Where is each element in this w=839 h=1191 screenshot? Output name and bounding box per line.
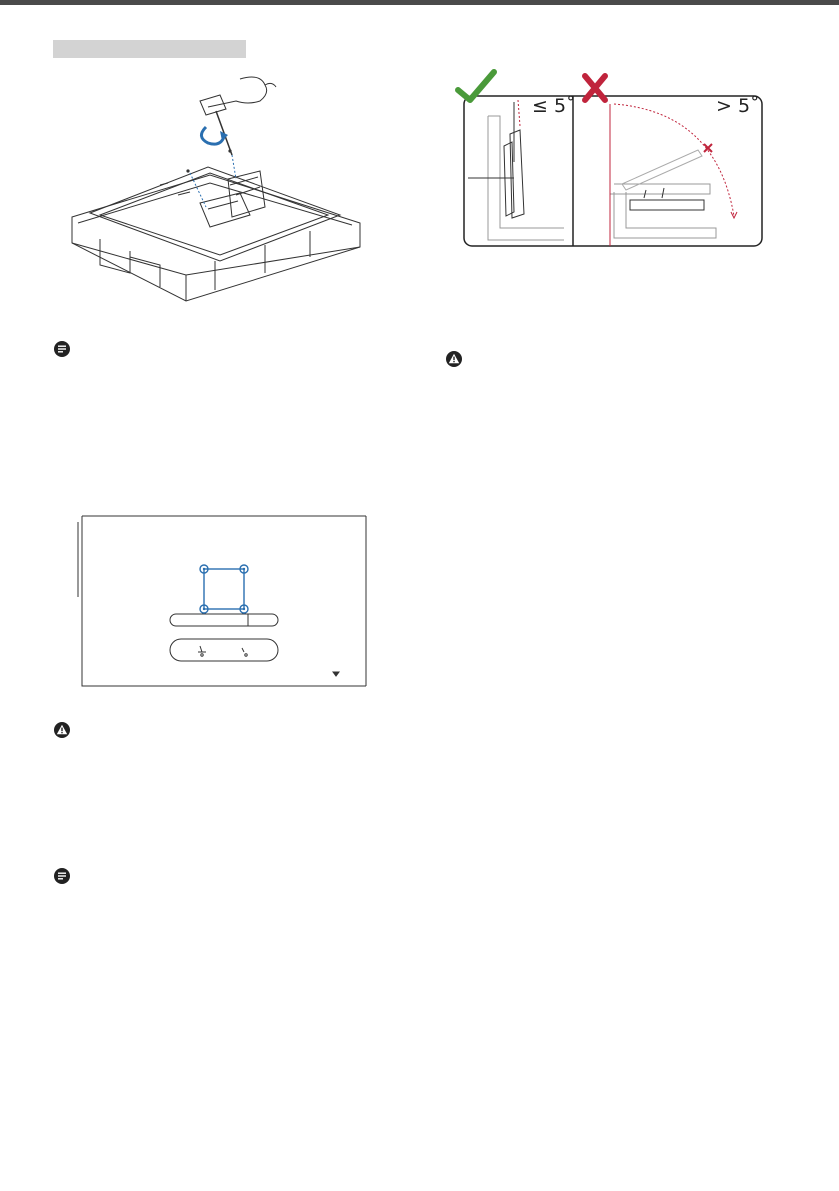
- tilt-angle-diagram: [454, 66, 766, 252]
- section-heading-banner: [53, 40, 246, 58]
- warning-icon: [54, 722, 70, 738]
- vesa-mount-illustration: [78, 512, 370, 690]
- warning-icon: [446, 351, 462, 367]
- base-removal-illustration: [60, 75, 370, 310]
- angle-label-not-allowed: > 5˚: [716, 95, 760, 117]
- header-bar: [0, 0, 839, 5]
- note-icon: [54, 868, 70, 884]
- note-icon: [54, 341, 70, 357]
- angle-label-allowed: ≤ 5˚: [532, 95, 576, 117]
